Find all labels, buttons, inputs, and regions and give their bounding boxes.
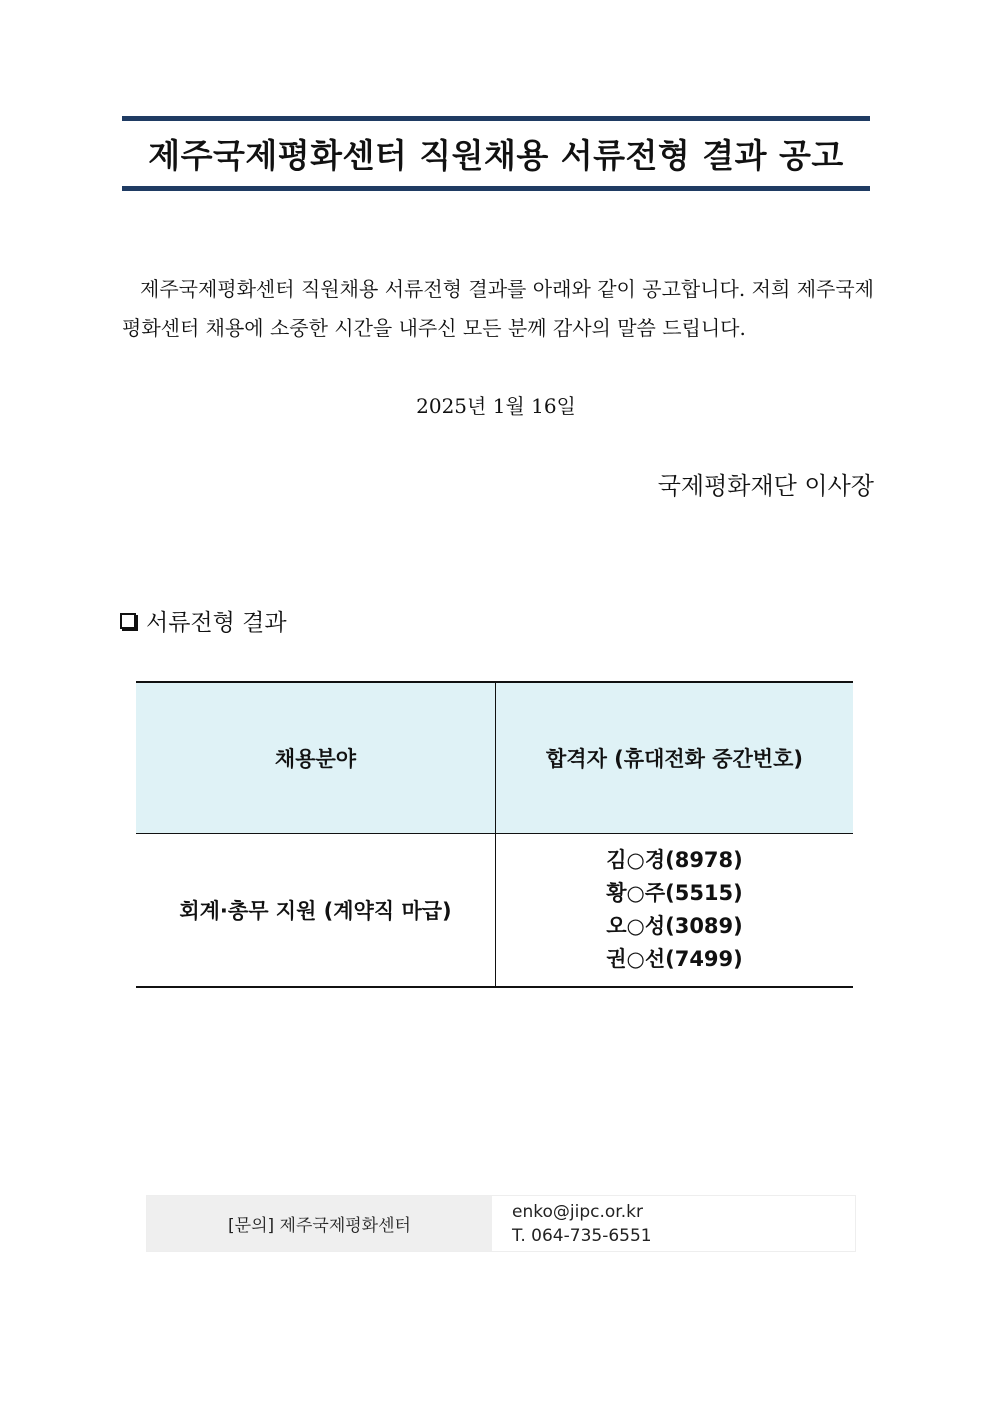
table-header-row bbox=[136, 682, 853, 834]
announcement-date: 2025년 1월 16일 bbox=[416, 394, 576, 418]
contact-phone: T. 064-735-6551 bbox=[512, 1225, 652, 1246]
cell-field: 회계·총무 지원 (계약직 마급) bbox=[136, 834, 496, 988]
title-band bbox=[122, 116, 870, 191]
contact-label: [문의] 제주국제평화센터 bbox=[147, 1196, 492, 1251]
page-title: 제주국제평화센터 직원채용 서류전형 결과 공고 bbox=[148, 136, 844, 175]
cell-passers bbox=[496, 834, 854, 988]
passer-item: 김○경(8978) bbox=[606, 848, 743, 872]
passer-item: 권○선(7499) bbox=[606, 947, 743, 971]
passer-item: 오○성(3089) bbox=[606, 914, 743, 938]
contact-info bbox=[492, 1196, 855, 1251]
passer-item: 황○주(5515) bbox=[606, 881, 743, 905]
intro-paragraph: 제주국제평화센터 직원채용 서류전형 결과를 아래와 같이 공고합니다. 저희 제주국제평화센터 채용에 소중한 시간을 내주신 모든 분께 감사의 말씀 드립니다. bbox=[122, 277, 874, 340]
signer: 국제평화재단 이사장 bbox=[657, 472, 874, 500]
contact-box bbox=[146, 1195, 856, 1252]
contact-email[interactable]: enko@jipc.or.kr bbox=[512, 1201, 643, 1222]
header-passers: 합격자 (휴대전화 중간번호) bbox=[496, 682, 854, 834]
result-table bbox=[136, 681, 853, 988]
section-title: 서류전형 결과 bbox=[146, 610, 287, 636]
section-heading bbox=[120, 604, 287, 637]
header-field: 채용분야 bbox=[136, 682, 496, 834]
table-row bbox=[136, 834, 853, 988]
checkbox-bullet-icon bbox=[120, 613, 136, 629]
